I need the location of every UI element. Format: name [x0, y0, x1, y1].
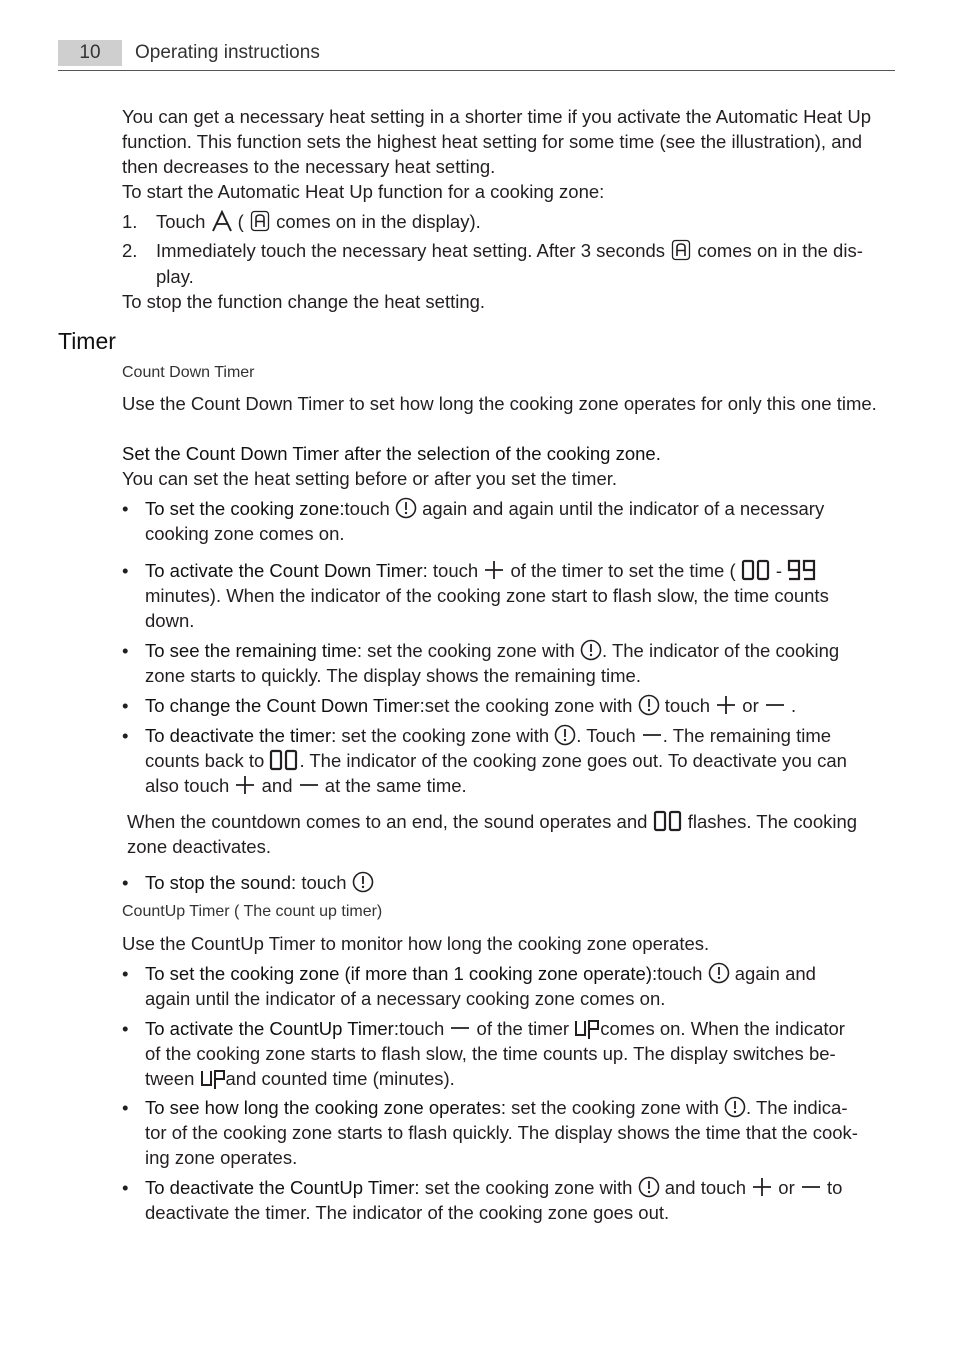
- step-1: [156, 209, 481, 234]
- list-item-label: To change the Count Down Timer:: [145, 695, 425, 716]
- timer-icon: [352, 871, 374, 893]
- list-item-text: tor of the cooking zone starts to flash quickly. The display shows the time that the cook-: [145, 1122, 858, 1143]
- timer-icon: [580, 639, 602, 661]
- plus-icon: [751, 1176, 773, 1198]
- step-number: 2.: [122, 240, 138, 261]
- list-item-line: [145, 748, 847, 773]
- list-item: [145, 496, 824, 521]
- minus-icon: [800, 1176, 822, 1198]
- list-item-text: . Touch: [576, 725, 636, 746]
- list-item-text: .: [791, 695, 797, 716]
- list-item-text: set the cooking zone with: [341, 725, 550, 746]
- list-item: [145, 1016, 845, 1041]
- list-item-text: ing zone operates.: [145, 1147, 298, 1168]
- list-item-text: or: [778, 1177, 795, 1198]
- list-item-text: minutes). When the indicator of the cooking zone start to flash slow, the time counts: [145, 585, 829, 606]
- plus-icon: [715, 694, 737, 716]
- bullet-dot: •: [122, 963, 129, 984]
- list-item-text: again until the indicator of a necessary cooking zone comes on.: [145, 988, 666, 1009]
- list-item-label: To set the cooking zone:: [145, 498, 345, 519]
- list-item: [145, 1095, 848, 1120]
- minus-icon: [641, 724, 663, 746]
- step-text: comes on in the dis-: [697, 240, 863, 261]
- bullet-dot: •: [122, 498, 129, 519]
- auto-heat-up-icon: [211, 210, 233, 232]
- subsection-title-countup: CountUp Timer ( The count up timer): [122, 903, 383, 920]
- list-item-text: -: [775, 560, 783, 581]
- list-item-text: . The indicator of the cooking: [602, 640, 840, 661]
- timer-icon: [395, 497, 417, 519]
- countdown-note: Set the Count Down Timer after the selection of the cooking zone.: [122, 443, 661, 464]
- list-item-text: at the same time.: [324, 775, 467, 796]
- timer-icon: [708, 962, 730, 984]
- minus-icon: [449, 1017, 471, 1039]
- list-item-text: counts back to: [145, 750, 265, 771]
- countdown-end-paragraph: [127, 809, 857, 834]
- list-item: [145, 693, 796, 718]
- list-item-text: . The remaining time: [662, 725, 832, 746]
- timer-icon: [638, 694, 660, 716]
- list-item-label: To see the remaining time:: [145, 640, 362, 661]
- display-00: [741, 559, 771, 581]
- list-item-text: cooking zone comes on.: [145, 523, 345, 544]
- list-item-text: again and again until the indicator of a necessary: [422, 498, 825, 519]
- list-item-text: comes on. When the indicator: [600, 1018, 845, 1039]
- bullet-dot: •: [122, 725, 129, 746]
- list-item-label: To activate the Count Down Timer:: [145, 560, 428, 581]
- list-item-text: set the cooking zone with: [424, 1177, 633, 1198]
- list-item-text: touch: [301, 872, 347, 893]
- list-item-label: To deactivate the CountUp Timer:: [145, 1177, 420, 1198]
- intro-paragraph: You can get a necessary heat setting in a shorter time if you activate the Automatic Heat Up function. This function sets the highest heat setting for some time (see the illustration), and then decreases to the necessary heat setting.: [122, 106, 871, 177]
- bullet-dot: •: [122, 695, 129, 716]
- list-item-text: of the timer: [476, 1018, 570, 1039]
- step-number: 1.: [122, 211, 138, 232]
- list-item-text: touch: [432, 560, 479, 581]
- minus-icon: [764, 694, 786, 716]
- list-item-text: and counted time (minutes).: [225, 1068, 455, 1089]
- list-item-text: . The indicator of the cooking zone goes out. To deactivate you can: [299, 750, 847, 771]
- list-item-text: . The indica-: [746, 1097, 848, 1118]
- list-item: [145, 961, 816, 986]
- step-2: [156, 238, 863, 263]
- list-item-label: To set the cooking zone (if more than 1 cooking zone operate):: [145, 963, 658, 984]
- step-text: Immediately touch the necessary heat setting. After 3 seconds: [156, 240, 666, 261]
- intro-start-text: To start the Automatic Heat Up function for a cooking zone:: [122, 181, 605, 202]
- step-text: (: [237, 211, 244, 232]
- header-title: Operating instructions: [135, 42, 320, 63]
- bullet-dot: •: [122, 1018, 129, 1039]
- display-up: [200, 1067, 226, 1089]
- display-up: [574, 1017, 600, 1039]
- list-item-label: To deactivate the timer:: [145, 725, 337, 746]
- countdown-paragraph: Use the Count Down Timer to set how long the cooking zone operates for only this one time.: [122, 393, 877, 414]
- paragraph-text: zone deactivates.: [127, 836, 271, 857]
- paragraph-text: When the countdown comes to an end, the sound operates and: [127, 811, 648, 832]
- list-item-text: again and: [734, 963, 816, 984]
- list-item-text: set the cooking zone with: [511, 1097, 719, 1118]
- list-item-text: zone starts to quickly. The display shows the remaining time.: [145, 665, 641, 686]
- list-item-label: To see how long the cooking zone operates:: [145, 1097, 506, 1118]
- list-item-text: touch: [344, 498, 390, 519]
- countdown-paragraph: You can set the heat setting before or after you set the timer.: [122, 468, 618, 489]
- list-item-text: and: [261, 775, 293, 796]
- list-item-text: to: [827, 1177, 843, 1198]
- display-00: [269, 749, 299, 771]
- bullet-dot: •: [122, 1097, 129, 1118]
- timer-icon: [554, 724, 576, 746]
- step-text: comes on in the display).: [276, 211, 481, 232]
- list-item-text: touch: [657, 963, 703, 984]
- countup-paragraph: Use the CountUp Timer to monitor how long the cooking zone operates.: [122, 933, 710, 954]
- step-text: play.: [156, 266, 194, 287]
- list-item-text: touch: [398, 1018, 445, 1039]
- display-a-icon: [249, 210, 271, 232]
- list-item-line: [145, 1066, 455, 1091]
- paragraph-text: flashes. The cooking: [687, 811, 858, 832]
- minus-icon: [298, 774, 320, 796]
- list-item-text: set the cooking zone with: [367, 640, 575, 661]
- plus-icon: [234, 774, 256, 796]
- list-item-text: or: [742, 695, 759, 716]
- subsection-title-countdown: Count Down Timer: [122, 364, 255, 381]
- list-item-text: of the timer to set the time (: [510, 560, 736, 581]
- list-item-text: deactivate the timer. The indicator of the cooking zone goes out.: [145, 1202, 670, 1223]
- list-item-text: down.: [145, 610, 195, 631]
- page-number: 10: [58, 40, 122, 66]
- intro-stop-text: To stop the function change the heat setting.: [122, 291, 486, 312]
- timer-icon: [724, 1096, 746, 1118]
- display-a-icon: [670, 239, 692, 261]
- list-item: [145, 723, 831, 748]
- bullet-dot: •: [122, 640, 129, 661]
- list-item: [145, 638, 839, 663]
- list-item-label: To activate the CountUp Timer:: [145, 1018, 399, 1039]
- list-item-text: also touch: [145, 775, 230, 796]
- step-text: Touch: [156, 211, 206, 232]
- list-item-line: [145, 773, 467, 798]
- list-item: [145, 870, 374, 895]
- list-item-text: set the cooking zone with: [424, 695, 633, 716]
- timer-icon: [638, 1176, 660, 1198]
- bullet-dot: •: [122, 1177, 129, 1198]
- list-item: [145, 1175, 842, 1200]
- list-item-text: touch: [664, 695, 711, 716]
- header-divider: [58, 70, 895, 71]
- list-item: [145, 558, 817, 583]
- section-heading-timer: Timer: [58, 328, 116, 354]
- list-item-text: tween: [145, 1068, 195, 1089]
- list-item-text: and touch: [664, 1177, 746, 1198]
- display-99: [787, 559, 817, 581]
- display-00: [653, 810, 683, 832]
- bullet-dot: •: [122, 872, 129, 893]
- plus-icon: [483, 559, 505, 581]
- list-item-label: To stop the sound:: [145, 872, 297, 893]
- bullet-dot: •: [122, 560, 129, 581]
- list-item-text: of the cooking zone starts to flash slow, the time counts up. The display switches be-: [145, 1043, 836, 1064]
